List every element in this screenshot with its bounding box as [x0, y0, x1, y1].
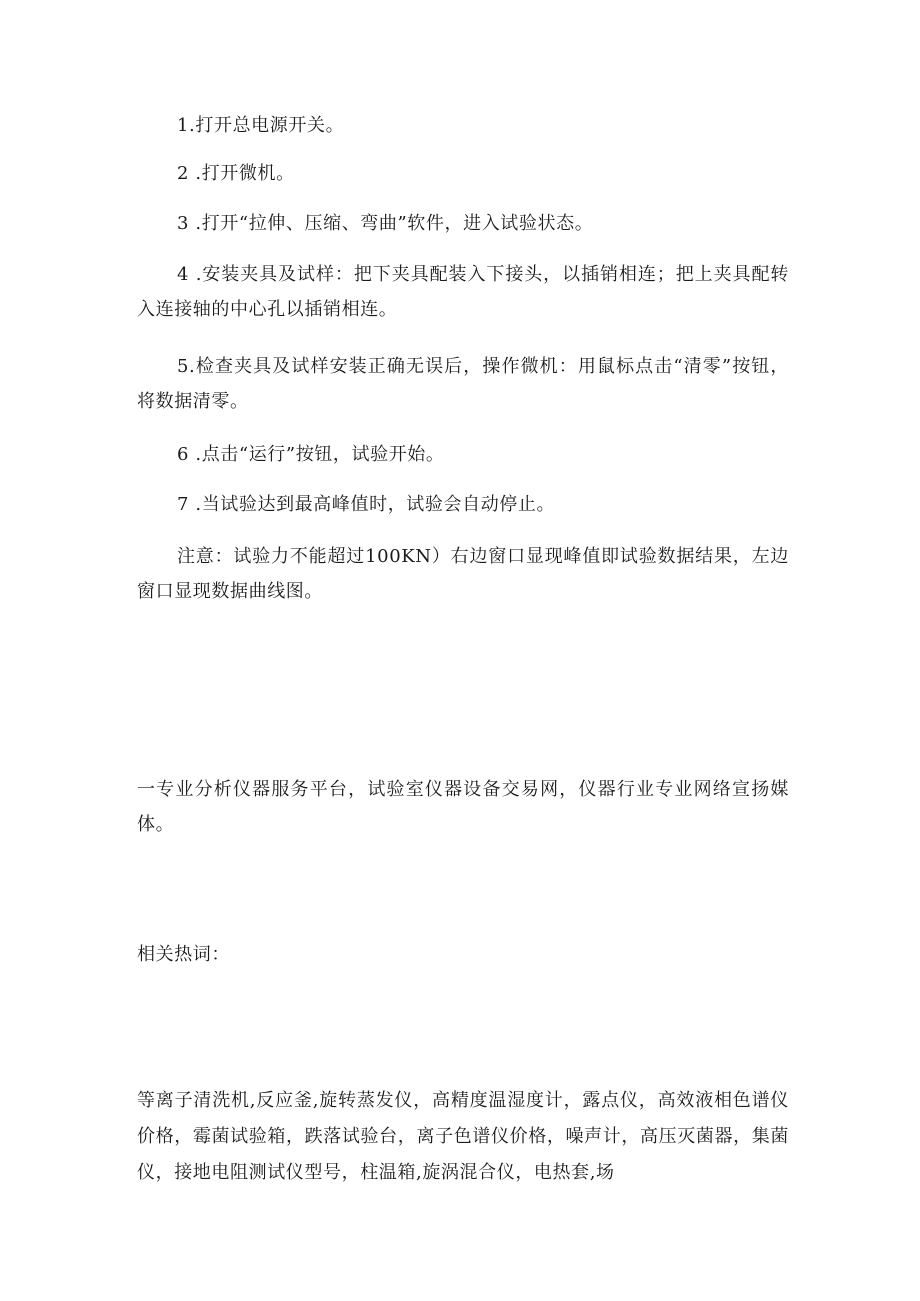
step-5: 5.检查夹具及试样安装正确无误后，操作微机：用鼠标点击“清零”按钮，将数据清零。 [137, 356, 789, 412]
step-1: 1.打开总电源开关。 [177, 115, 345, 136]
platform-description: 一专业分析仪器服务平台，试验室仪器设备交易网，仪器行业专业网络宣扬媒体。 [137, 779, 789, 835]
note-paragraph: 注意：试验力不能超过100KN）右边窗口显现峰值即试验数据结果，左边窗口显现数据曲线图。 [137, 546, 789, 602]
step-3: 3 .打开“拉伸、压缩、弯曲”软件，进入试验状态。 [177, 213, 594, 234]
keywords-label: 相关热词： [137, 944, 230, 965]
step-2: 2 .打开微机。 [177, 163, 295, 184]
step-7: 7 .当试验达到最高峰值时，试验会自动停止。 [177, 494, 556, 515]
keywords-list: 等离子清洗机,反应釜,旋转蒸发仪，高精度温湿度计，露点仪，高效液相色谱仪价格，霉菌试验箱，跌落试验台，离子色谱仪价格，噪声计，高压灭菌器，集菌仪，接地电阻测试仪型号，柱温箱,旋涡混合仪，电热套,场 [137, 1090, 789, 1183]
step-4: 4 .安装夹具及试样：把下夹具配装入下接头，以插销相连；把上夹具配转入连接轴的中心孔以插销相连。 [137, 264, 789, 320]
step-6: 6 .点击“运行”按钮，试验开始。 [177, 444, 445, 465]
